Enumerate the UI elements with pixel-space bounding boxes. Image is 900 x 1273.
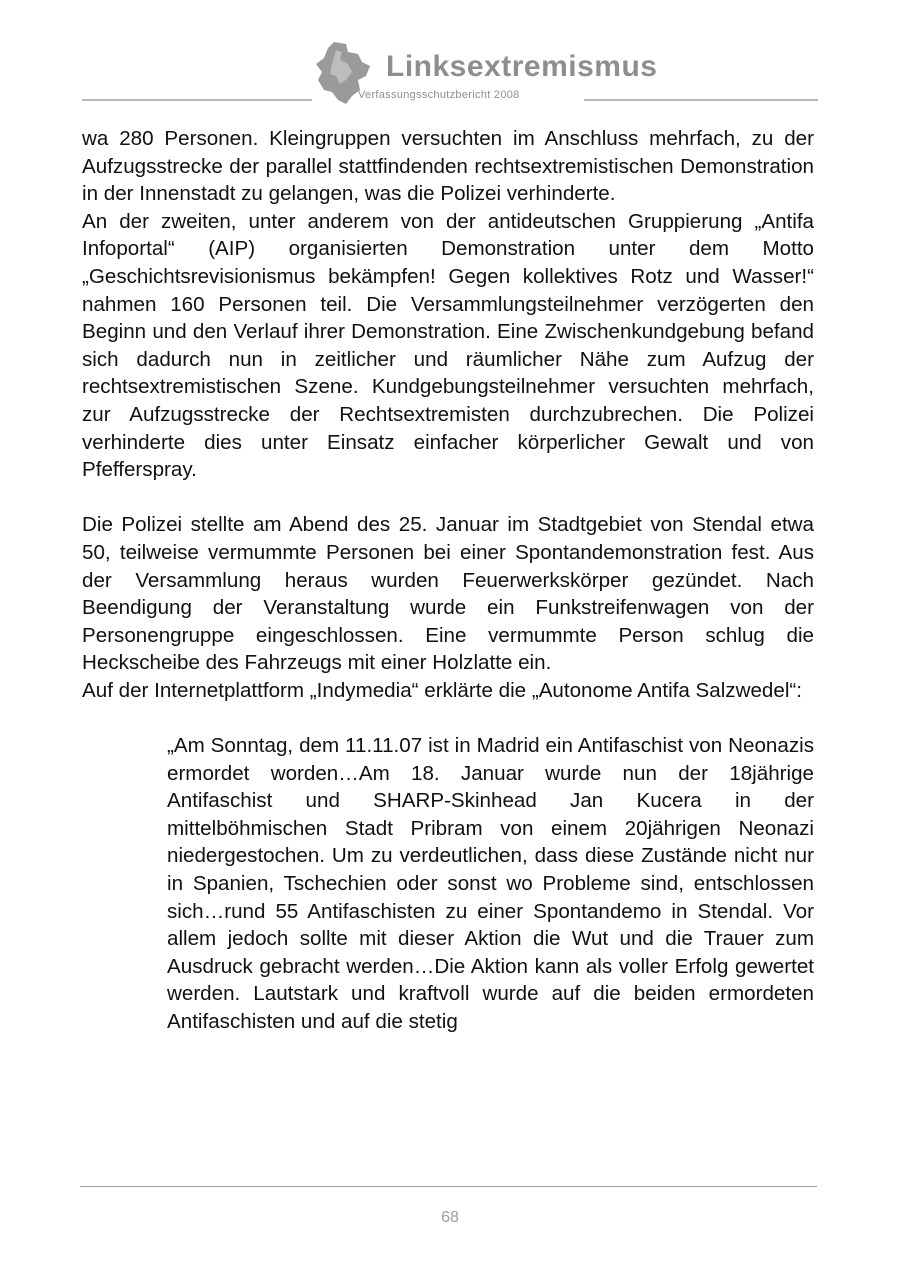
page-header — [0, 0, 900, 110]
paragraph-gap — [82, 484, 814, 512]
page-body — [82, 125, 814, 1036]
page-number: 68 — [441, 1209, 459, 1226]
footer-rule — [80, 1186, 817, 1187]
paragraph-gap — [82, 704, 814, 732]
header-rule-left — [82, 99, 312, 101]
paragraph: wa 280 Personen. Kleingruppen versuchten im Anschluss mehrfach, zu der Aufzugsstrecke der parallel stattfindenden rechtsextremistischen Demonstration in der Innenstadt zu gelangen, was die Polizei verhinderte. — [82, 127, 814, 206]
paragraph: Auf der Internetplattform „Indymedia“ erklärte die „Autonome Antifa Salzwedel“: — [82, 678, 802, 702]
header-rule-right — [584, 99, 818, 101]
paragraph: An der zweiten, unter anderem von der antideutschen Gruppierung „Antifa Infoportal“ (AIP) organisierten Demonstration unter dem Motto „Geschichtsrevisionismus bekämpfen! Gegen kollektives Rotz und Wasser!“ nahmen 160 Personen teil. Die Versammlungsteilnehmer verzögerten den Beginn und den Verlauf ihrer Demonstration. Eine Zwischenkundgebung befand sich dadurch nun in zeitlicher und räumlicher Nähe zum Aufzug der rechtsextremistischen Szene. Kundgebungsteilnehmer versuchten mehrfach, zur Aufzugsstrecke der Rechtsextremisten durchzubrechen. Die Polizei verhinderte dies unter Einsatz einfacher körperlicher Gewalt und von Pfefferspray. — [82, 209, 814, 482]
paragraph: Die Polizei stellte am Abend des 25. Januar im Stadtgebiet von Stendal etwa 50, teilweise vermummte Personen bei einer Spontandemonstration fest. Aus der Versammlung heraus wurden Feuerwerkskörper gezündet. Nach Beendigung der Veranstaltung wurde ein Funkstreifenwagen von der Personengruppe eingeschlossen. Eine vermummte Person schlug die Heckscheibe des Fahrzeugs mit einer Holzlatte ein. — [82, 513, 814, 675]
header-subtitle: Verfassungsschutzbericht 2008 — [358, 89, 520, 101]
header-title: Linksextremismus — [386, 50, 658, 83]
block-quote: „Am Sonntag, dem 11.11.07 ist in Madrid ein Antifaschist von Neonazis ermordet worden…Am 18. Januar wurde nun der 18jährige Antifaschist und SHARP-Skinhead Jan Kucera in der mittelböhmischen Stadt Pribram von einem 20jährigen Neonazi niedergestochen. Um zu verdeutlichen, dass diese Zustände nicht nur in Spanien, Tschechien oder sonst wo Probleme sind, entschlossen sich…rund 55 Antifaschisten zu einer Spontandemo in Stendal. Vor allem jedoch sollte mit dieser Aktion die Wut und die Trauer zum Ausdruck gebracht werden…Die Aktion kann als voller Erfolg gewertet werden. Lautstark und kraftvoll wurde auf die beiden ermordeten Antifaschisten und auf die stetig — [167, 734, 814, 1033]
